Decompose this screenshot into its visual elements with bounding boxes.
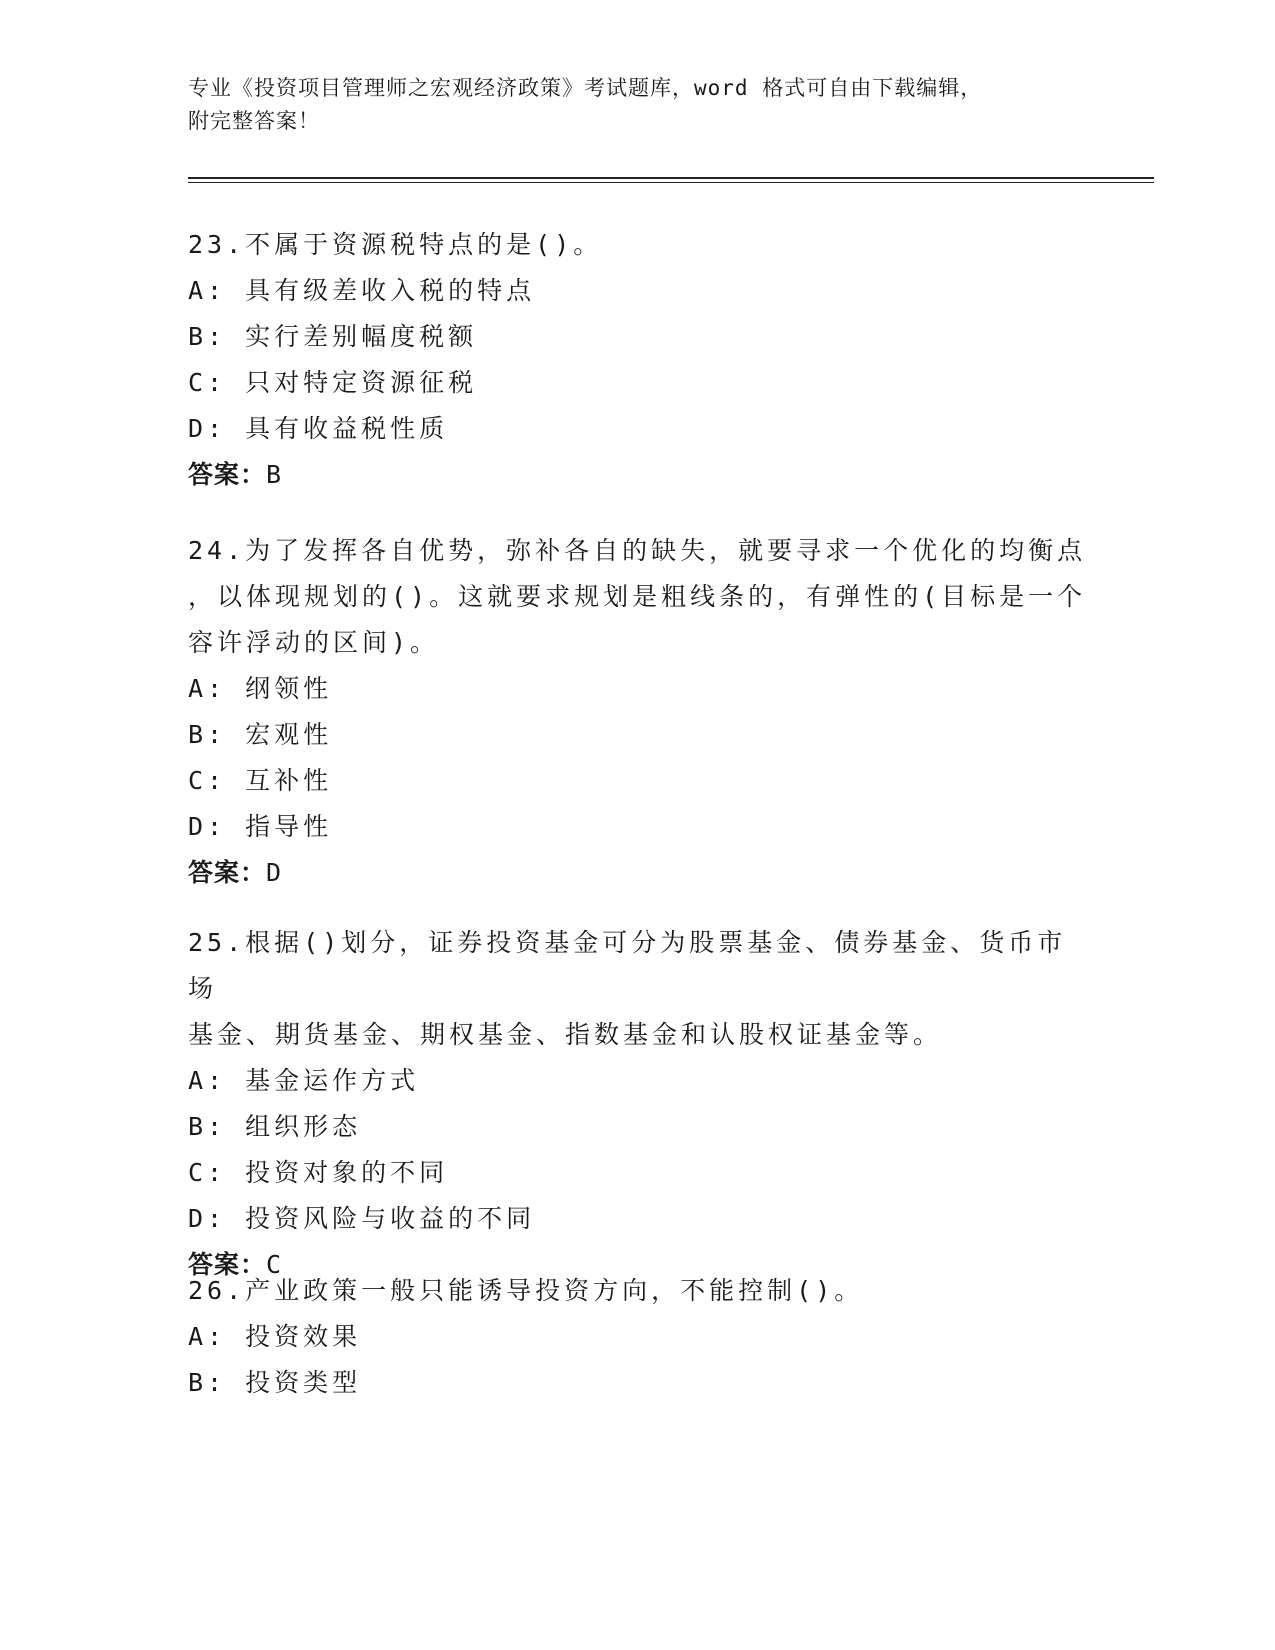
question-stem-line-2: 基金、期货基金、期权基金、指数基金和认股权证基金等。 — [188, 1020, 943, 1049]
question-stem: 23.不属于资源税特点的是()。 — [188, 230, 603, 259]
option-d: D: 指导性 — [188, 812, 333, 841]
header-divider-thick — [188, 177, 1154, 179]
option-a: A: 具有级差收入税的特点 — [188, 276, 536, 305]
header-line-1: 专业《投资项目管理师之宏观经济政策》考试题库，word 格式可自由下载编辑， — [188, 76, 983, 100]
question-stem-line-3: 容许浮动的区间)。 — [188, 628, 440, 657]
answer-label: 答案： — [188, 460, 267, 489]
answer-value: B — [266, 460, 283, 489]
option-b: B: 宏观性 — [188, 720, 333, 749]
question-23 — [188, 222, 1088, 498]
option-a: A: 投资效果 — [188, 1322, 362, 1351]
answer-label: 答案： — [188, 1250, 267, 1279]
header-divider-thin — [188, 182, 1154, 183]
option-d: D: 具有收益税性质 — [188, 414, 449, 443]
option-b: B: 实行差别幅度税额 — [188, 322, 478, 351]
question-stem: 26.产业政策一般只能诱导投资方向，不能控制()。 — [188, 1276, 864, 1305]
option-a: A: 基金运作方式 — [188, 1066, 420, 1095]
question-stem-line-2: ，以体现规划的()。这就要求规划是粗线条的，有弹性的(目标是一个 — [188, 582, 1087, 611]
question-24 — [188, 528, 1088, 896]
option-a: A: 纲领性 — [188, 674, 333, 703]
answer-line — [188, 452, 1088, 498]
question-stem-line-1: 24.为了发挥各自优势，弥补各自的缺失，就要寻求一个优化的均衡点 — [188, 536, 1087, 565]
answer-label: 答案： — [188, 858, 267, 887]
option-c: C: 投资对象的不同 — [188, 1158, 449, 1187]
option-c: C: 互补性 — [188, 766, 333, 795]
answer-value: D — [266, 858, 283, 887]
question-26 — [188, 1268, 1088, 1406]
document-header — [188, 72, 1088, 138]
header-line-2: 附完整答案！ — [188, 109, 320, 133]
question-25 — [188, 920, 1088, 1288]
option-b: B: 组织形态 — [188, 1112, 362, 1141]
question-stem-line-1: 25.根据()划分，证券投资基金可分为股票基金、债券基金、货币市场 — [188, 928, 1067, 1003]
option-c: C: 只对特定资源征税 — [188, 368, 478, 397]
answer-line — [188, 850, 1088, 896]
option-d: D: 投资风险与收益的不同 — [188, 1204, 536, 1233]
answer-value: C — [266, 1250, 283, 1279]
option-b: B: 投资类型 — [188, 1368, 362, 1397]
